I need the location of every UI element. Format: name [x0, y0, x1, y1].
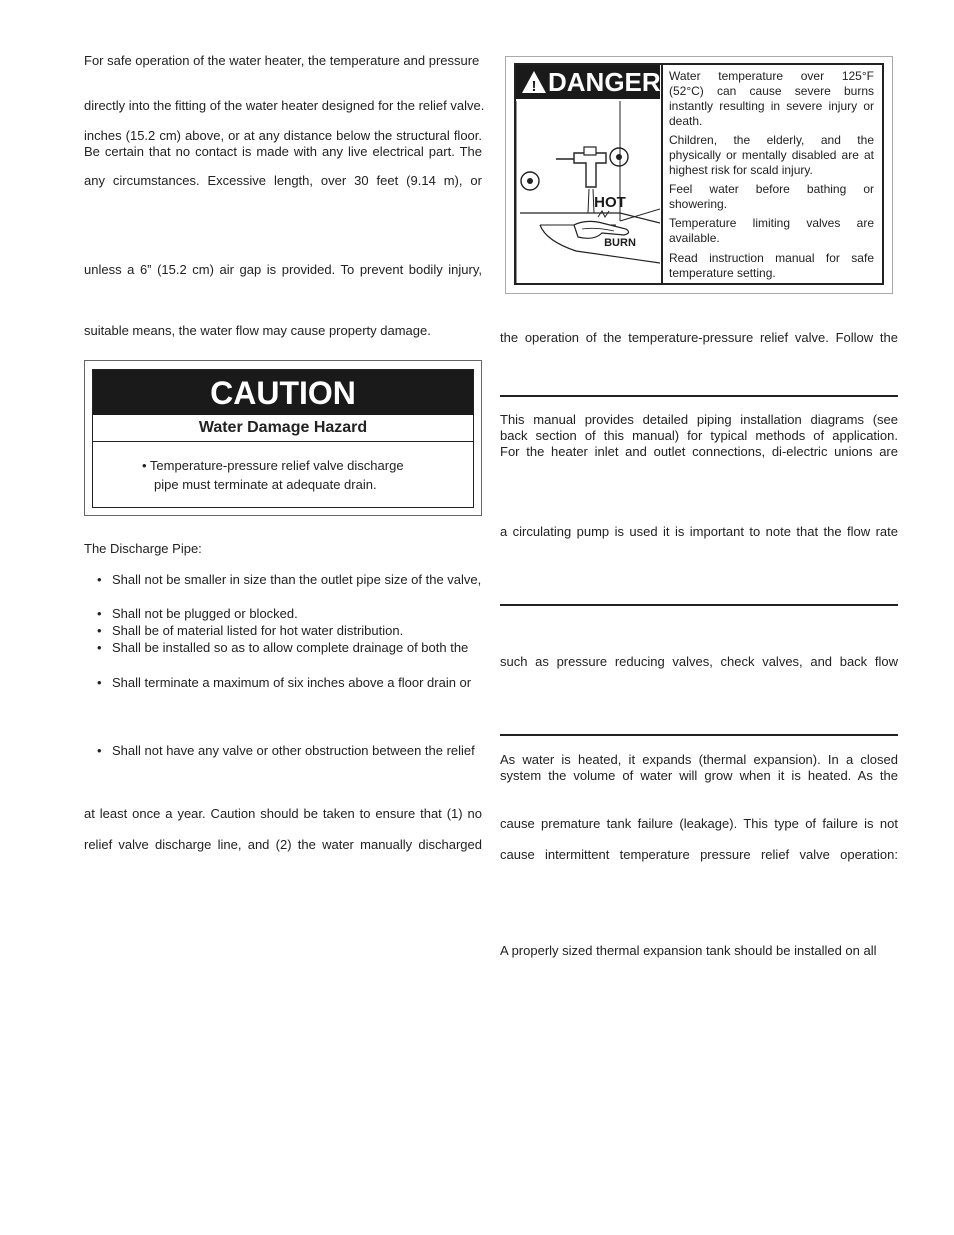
paragraph-circulating-pump: a circulating pump is used it is important to note that the flow rate: [500, 524, 898, 539]
paragraph-thermal-expansion-line2: system the volume of water will grow when it is heated. As the: [500, 768, 898, 783]
paragraph-expansion-tank: A properly sized thermal expansion tank should be installed on all: [500, 943, 877, 958]
danger-line: Children, the elderly, and the: [669, 133, 874, 147]
paragraph-property-damage: suitable means, the water flow may cause property damage.: [84, 323, 431, 338]
caution-subtitle: Water Damage Hazard: [198, 419, 368, 436]
paragraph-thermal-expansion-line1: As water is heated, it expands (thermal expansion). In a closed: [500, 752, 898, 767]
bullet-item: Shall not be plugged or blocked.: [112, 606, 298, 621]
danger-line: showering.: [669, 197, 728, 211]
danger-line: death.: [669, 114, 703, 128]
section-divider: [500, 395, 898, 397]
danger-line: Feel water before bathing or: [669, 182, 874, 196]
warning-mark: !: [531, 78, 537, 94]
paragraph-fitting: directly into the fitting of the water heater designed for the relief valve.: [84, 98, 485, 113]
danger-line: temperature setting.: [669, 266, 776, 280]
danger-line: (52°C) can cause severe burns: [669, 84, 874, 98]
paragraph-manual-line3: For the heater inlet and outlet connections, di-electric unions are: [500, 444, 898, 459]
danger-title: DANGER: [548, 67, 661, 97]
bullet-item: Shall not be smaller in size than the outlet pipe size of the valve,: [112, 572, 482, 587]
danger-text-block: [669, 251, 874, 281]
bullet-item: Shall terminate a maximum of six inches above a floor drain or: [112, 675, 472, 690]
danger-line: physically or mentally disabled are at: [669, 148, 874, 162]
danger-line: Water temperature over 125°F: [669, 69, 874, 83]
paragraph-tank-failure: cause premature tank failure (leakage). This type of failure is not: [500, 816, 898, 831]
paragraph-floor-line2: Be certain that no contact is made with any live electrical part. The: [84, 144, 482, 159]
bullet-mark: •: [97, 743, 102, 758]
paragraph-excessive-length: any circumstances. Excessive length, over 30 feet (9.14 m), or: [84, 173, 482, 188]
paragraph-floor-line1: inches (15.2 cm) above, or at any distance below the structural floor.: [84, 128, 482, 143]
discharge-pipe-heading: The Discharge Pipe:: [84, 541, 202, 556]
bullet-mark: •: [97, 572, 102, 587]
paragraph-intermittent-operation: cause intermittent temperature pressure relief valve operation:: [500, 847, 898, 862]
paragraph-air-gap: unless a 6” (15.2 cm) air gap is provided. To prevent bodily injury,: [84, 262, 482, 277]
warning-triangle-icon: [521, 70, 547, 94]
hot-label: HOT: [594, 194, 626, 211]
section-divider: [500, 734, 898, 736]
burn-label: BURN: [604, 237, 636, 249]
danger-line: instantly resulting in severe injury or: [669, 99, 874, 113]
paragraph-manual-line1: This manual provides detailed piping installation diagrams (see: [500, 412, 898, 427]
bullet-mark: •: [97, 640, 102, 655]
scald-illustration: [516, 101, 660, 283]
bullet-mark: •: [97, 675, 102, 690]
caution-title: CAUTION: [210, 375, 356, 411]
paragraph-manual-line2: back section of this manual) for typical methods of application.: [500, 428, 898, 443]
caution-divider: [93, 441, 473, 442]
bullet-item: Shall be of material listed for hot water distribution.: [112, 623, 404, 638]
danger-line: highest risk for scald injury.: [669, 163, 813, 177]
paragraph-discharge-line: relief valve discharge line, and (2) the water manually discharged: [84, 837, 482, 852]
paragraph-pressure-valves: such as pressure reducing valves, check valves, and back flow: [500, 654, 898, 669]
danger-text-block: [669, 216, 874, 246]
danger-text-block: [669, 133, 874, 178]
bullet-mark: •: [97, 623, 102, 638]
caution-text-line1: • Temperature-pressure relief valve discharge: [142, 458, 404, 473]
bullet-mark: •: [97, 606, 102, 621]
danger-line: Read instruction manual for safe: [669, 251, 874, 265]
section-divider: [500, 604, 898, 606]
bullet-item: Shall not have any valve or other obstruction between the relief: [112, 743, 475, 758]
bullet-item: Shall be installed so as to allow complete drainage of both the: [112, 640, 469, 655]
caution-text-line2: pipe must terminate at adequate drain.: [154, 477, 377, 492]
paragraph-once-a-year: at least once a year. Caution should be taken to ensure that (1) no: [84, 806, 482, 821]
danger-text-block: [669, 69, 874, 129]
danger-divider: [661, 63, 663, 285]
danger-line: Temperature limiting valves are: [669, 216, 874, 230]
danger-line: available.: [669, 231, 720, 245]
danger-text-block: [669, 182, 874, 212]
paragraph-safe-operation: For safe operation of the water heater, the temperature and pressure: [84, 53, 480, 68]
paragraph-relief-operation: the operation of the temperature-pressure relief valve. Follow the: [500, 330, 898, 345]
